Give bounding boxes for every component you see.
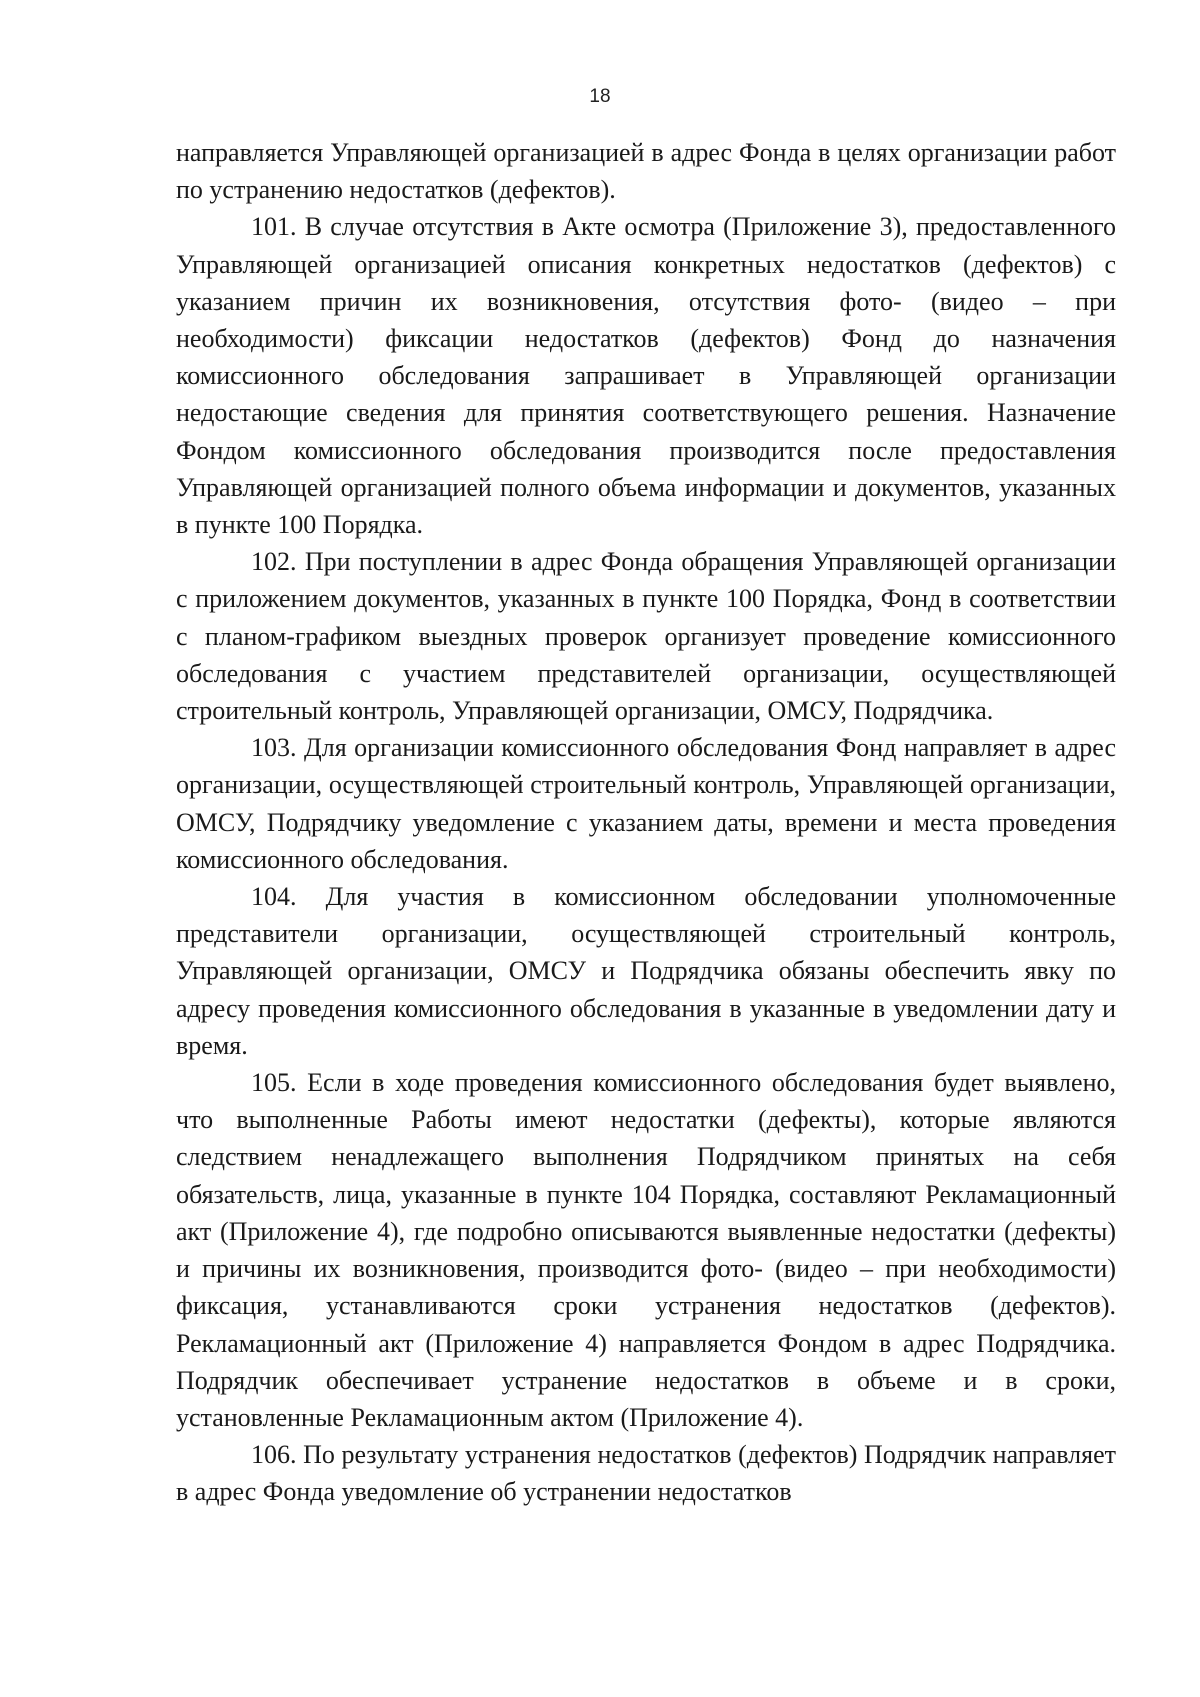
paragraph-number: 103.	[251, 733, 297, 763]
paragraph-101	[176, 208, 1116, 543]
paragraph-number: 106.	[251, 1440, 297, 1470]
paragraph-text: Для организации комиссионного обследования Фонд направляет в адрес организации, осуществляющей строительный контроль, Управляющей организации, ОМСУ, Подрядчику уведомление с указанием даты, времени и места проведения комиссионного обследования.	[176, 733, 1116, 874]
paragraph-text: Для участия в комиссионном обследовании уполномоченные представители организации, осуществляющей строительный контроль, Управляющей организации, ОМСУ и Подрядчика обязаны обеспечить явку по адресу проведения комиссионного обследования в указанные в уведомлении дату и время.	[176, 882, 1117, 1060]
paragraph-text: По результату устранения недостатков (дефектов) Подрядчик направляет в адрес Фонда уведомление об устранении недостатков	[176, 1440, 1116, 1507]
page-number: 18	[589, 86, 611, 107]
paragraph-number: 104.	[251, 882, 297, 912]
paragraph-number: 102.	[251, 547, 297, 577]
paragraph-text: При поступлении в адрес Фонда обращения Управляющей организации с приложением документов, указанных в пункте 100 Порядка, Фонд в соответствии с планом-графиком выездных проверок организует проведение комиссионного обследования с участием представителей организации, осуществляющей строительный контроль, Управляющей организации, ОМСУ, Подрядчика.	[176, 547, 1116, 726]
paragraph-105	[176, 1064, 1116, 1436]
paragraph-number: 105.	[251, 1068, 297, 1098]
paragraph-text: Если в ходе проведения комиссионного обследования будет выявлено, что выполненные Работы имеют недостатки (дефекты), которые являются следствием ненадлежащего выполнения Подрядчиком принятых на себя обязательств, лица, указанные в пункте 104 Порядка, составляют Рекламационный акт (Приложение 4), где подробно описываются выявленные недостатки (дефекты) и причины их возникновения, производится фото- (видео – при необходимости) фиксация, устанавливаются сроки устранения недостатков (дефектов). Рекламационный акт (Приложение 4) направляется Фондом в адрес Подрядчика. Подрядчик обеспечивает устранение недостатков в объеме и в сроки, установленные Рекламационным актом (Приложение 4).	[176, 1068, 1116, 1432]
paragraph-text: направляется Управляющей организацией в адрес Фонда в целях организации работ по устранению недостатков (дефектов).	[176, 138, 1116, 205]
paragraph-106	[176, 1436, 1116, 1510]
document-body	[176, 134, 1116, 1511]
paragraph-text: В случае отсутствия в Акте осмотра (Приложение 3), предоставленного Управляющей организацией описания конкретных недостатков (дефектов) с указанием причин их возникновения, отсутствия фото- (видео – при необходимости) фиксации недостатков (дефектов) Фонд до назначения комиссионного обследования запрашивает в Управляющей организации недостающие сведения для принятия соответствующего решения. Назначение Фондом комиссионного обследования производится после предоставления Управляющей организацией полного объема информации и документов, указанных в пункте 100 Порядка.	[176, 212, 1116, 540]
paragraph-continuation	[176, 134, 1116, 208]
paragraph-102	[176, 543, 1116, 729]
paragraph-number: 101.	[251, 212, 297, 242]
paragraph-103	[176, 729, 1116, 878]
paragraph-104	[176, 878, 1116, 1064]
